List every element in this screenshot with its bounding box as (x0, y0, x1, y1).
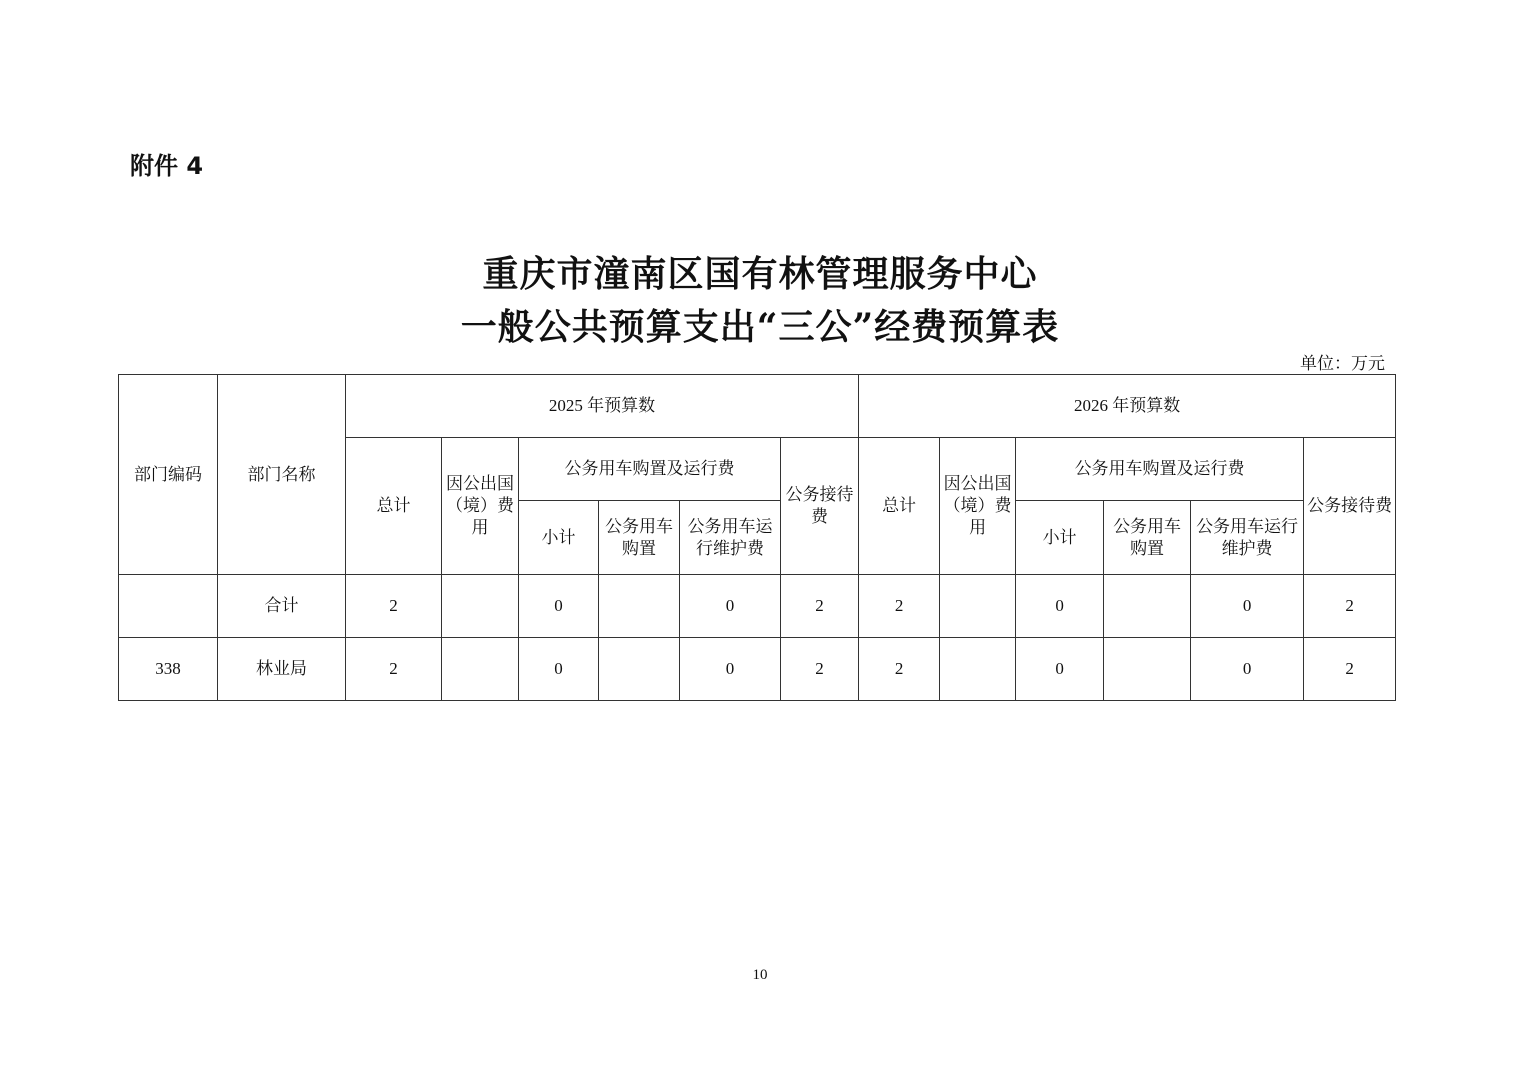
unit-label: 单位：万元 (1300, 354, 1385, 373)
title-line-2: 一般公共预算支出“三公”经费预算表 (460, 306, 1060, 348)
cell-dept-name: 林业局 (218, 638, 346, 701)
table-row (119, 575, 1396, 638)
cell-total-2025: 2 (346, 638, 442, 701)
header-year-2025: 2025 年预算数 (346, 375, 859, 438)
header-vehicle-operation-2026: 公务用车运行维护费 (1191, 501, 1304, 575)
cell-total-2025: 2 (346, 575, 442, 638)
cell-reception-2025: 2 (781, 638, 859, 701)
cell-vehicle-purchase-2025 (599, 638, 680, 701)
cell-overseas-2026 (940, 638, 1016, 701)
title-line-1: 重庆市潼南区国有林管理服务中心 (482, 253, 1038, 295)
header-vehicle-group-2025: 公务用车购置及运行费 (519, 438, 781, 501)
cell-vehicle-purchase-2026 (1104, 638, 1191, 701)
cell-dept-code: 338 (119, 638, 218, 701)
cell-vehicle-operation-2026: 0 (1191, 638, 1304, 701)
cell-subtotal-2025: 0 (519, 575, 599, 638)
cell-total-2026: 2 (859, 575, 940, 638)
header-overseas-2025: 因公出国（境）费用 (442, 438, 519, 575)
page-number: 10 (752, 967, 768, 983)
cell-overseas-2025 (442, 638, 519, 701)
cell-dept-code (119, 575, 218, 638)
cell-subtotal-2025: 0 (519, 638, 599, 701)
header-vehicle-purchase-2026: 公务用车购置 (1104, 501, 1191, 575)
header-reception-2025: 公务接待费 (781, 438, 859, 575)
cell-vehicle-operation-2026: 0 (1191, 575, 1304, 638)
header-year-2026: 2026 年预算数 (859, 375, 1396, 438)
cell-total-2026: 2 (859, 638, 940, 701)
header-reception-2026: 公务接待费 (1304, 438, 1396, 575)
cell-dept-name: 合计 (218, 575, 346, 638)
header-dept-name: 部门名称 (218, 375, 346, 575)
cell-vehicle-operation-2025: 0 (680, 575, 781, 638)
header-vehicle-group-2026: 公务用车购置及运行费 (1016, 438, 1304, 501)
cell-subtotal-2026: 0 (1016, 638, 1104, 701)
cell-reception-2026: 2 (1304, 638, 1396, 701)
header-subtotal-2025: 小计 (519, 501, 599, 575)
cell-overseas-2026 (940, 575, 1016, 638)
header-overseas-2026: 因公出国（境）费用 (940, 438, 1016, 575)
table-row (119, 638, 1396, 701)
cell-vehicle-purchase-2025 (599, 575, 680, 638)
header-total-2026: 总计 (859, 438, 940, 575)
header-vehicle-purchase-2025: 公务用车购置 (599, 501, 680, 575)
header-vehicle-operation-2025: 公务用车运行维护费 (680, 501, 781, 575)
cell-subtotal-2026: 0 (1016, 575, 1104, 638)
cell-reception-2026: 2 (1304, 575, 1396, 638)
cell-reception-2025: 2 (781, 575, 859, 638)
header-subtotal-2026: 小计 (1016, 501, 1104, 575)
cell-vehicle-operation-2025: 0 (680, 638, 781, 701)
cell-overseas-2025 (442, 575, 519, 638)
cell-vehicle-purchase-2026 (1104, 575, 1191, 638)
header-total-2025: 总计 (346, 438, 442, 575)
header-dept-code: 部门编码 (119, 375, 218, 575)
budget-table (118, 374, 1396, 701)
attachment-label: 附件 4 (130, 152, 204, 180)
